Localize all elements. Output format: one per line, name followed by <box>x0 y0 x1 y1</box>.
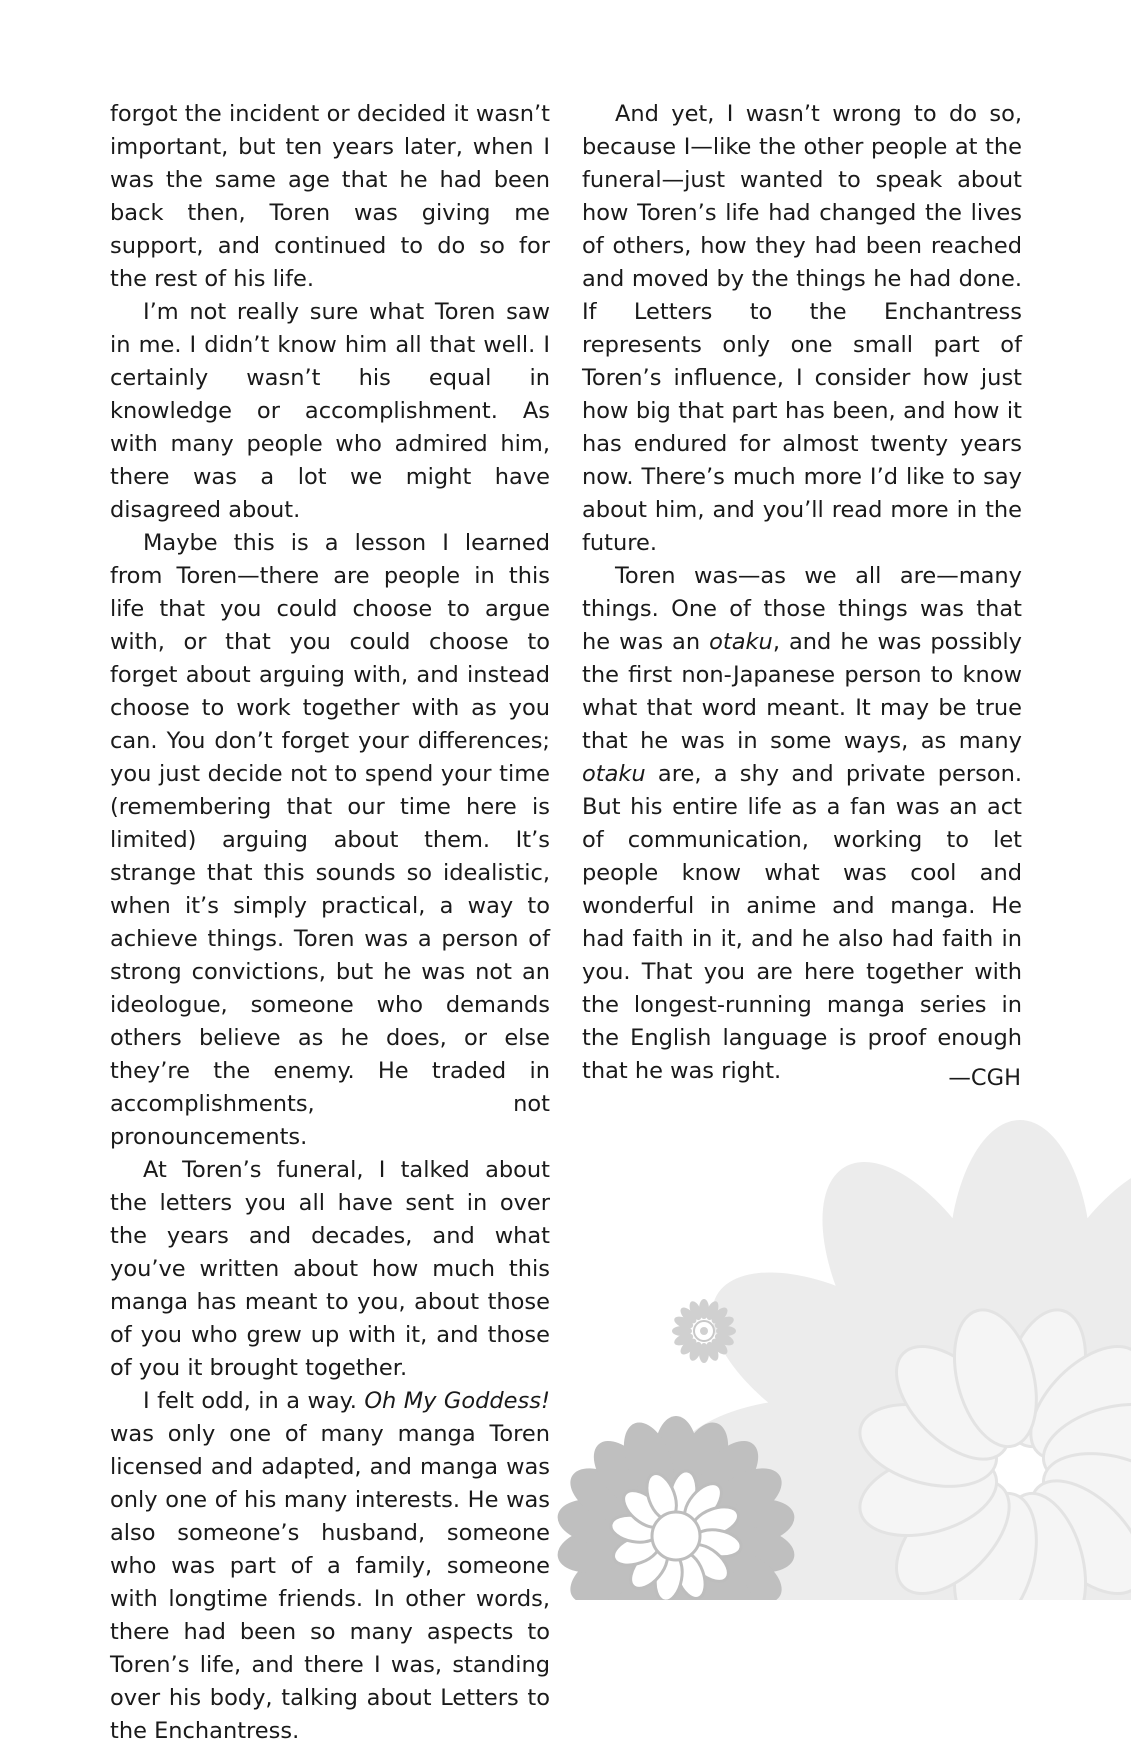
italic-term: otaku <box>709 629 773 655</box>
small-flower-icon <box>672 1299 736 1363</box>
right-column <box>582 98 1022 1088</box>
paragraph: Maybe this is a lesson I learned from Toren—there are people in this life that you could choose to argue with, or that you could choose to forget about arguing with, and instead choose to work together with as you can. You don’t forget your differences; you just decide not to spend your time (remembering that our time here is limited) arguing about them. It’s strange that this sounds so idealistic, when it’s simply practical, a way to achieve things. Toren was a person of strong convictions, but he was not an ideologue, someone who demands others believe as he does, or else they’re the enemy. He traded in accomplishments, not pronouncements. <box>110 530 550 1150</box>
paragraph <box>110 1385 550 1748</box>
text-run: was only one of many manga Toren licensed and adapted, and manga was only one of his many interests. He was also someone’s husband, someone who was part of a family, someone with longtime friends. In other words, there had been so many aspects to Toren’s life, and there I was, standing over his body, talking about Letters to the Enchantress. <box>110 1421 550 1744</box>
large-flower-icon <box>670 1120 1131 1600</box>
paragraph <box>582 560 1022 1088</box>
text-run: are, a shy and private person. But his entire life as a fan was an act of communication, working to let people know what was cool and wonderful in anime and manga. He had faith in it, and he also had faith in you. That you are here together with the longest-running manga series in the English language is proof enough that he was right. <box>582 761 1022 1084</box>
text-run: , and he was possibly the first non-Japanese person to know what that word meant. It may be true that he was in some ways, as many <box>582 629 1022 754</box>
manga-title: Oh My Goddess! <box>364 1388 550 1414</box>
left-column <box>110 98 550 1748</box>
paragraph: And yet, I wasn’t wrong to do so, because I—like the other people at the funeral—just wanted to speak about how Toren’s life had changed the lives of others, how they had been reached and moved by the things he had done. If Letters to the Enchantress represents only one small part of Toren’s influence, I consider how just how big that part has been, and how it has endured for almost twenty years now. There’s much more I’d like to say about him, and you’ll read more in the future. <box>582 101 1022 556</box>
text-run: Toren was—as we all are—many things. One of those things was that he was an <box>582 563 1022 655</box>
signature: —CGH <box>948 1065 1021 1091</box>
paragraph: At Toren’s funeral, I talked about the letters you all have sent in over the years and decades, and what you’ve written about how much this manga has meant to you, about those of you who grew up with it, and those of you it brought together. <box>110 1157 550 1381</box>
paragraph: forgot the incident or decided it wasn’t important, but ten years later, when I was the same age that he had been back then, Toren was giving me support, and continued to do so for the rest of his life. <box>110 101 550 292</box>
text-run: I felt odd, in a way. <box>143 1388 365 1414</box>
paragraph: I’m not really sure what Toren saw in me. I didn’t know him all that well. I certainly wasn’t his equal in knowledge or accomplishment. As with many people who admired him, there was a lot we might have disagreed about. <box>110 299 550 523</box>
italic-term: otaku <box>582 761 646 787</box>
medium-flower-icon <box>554 1416 798 1600</box>
